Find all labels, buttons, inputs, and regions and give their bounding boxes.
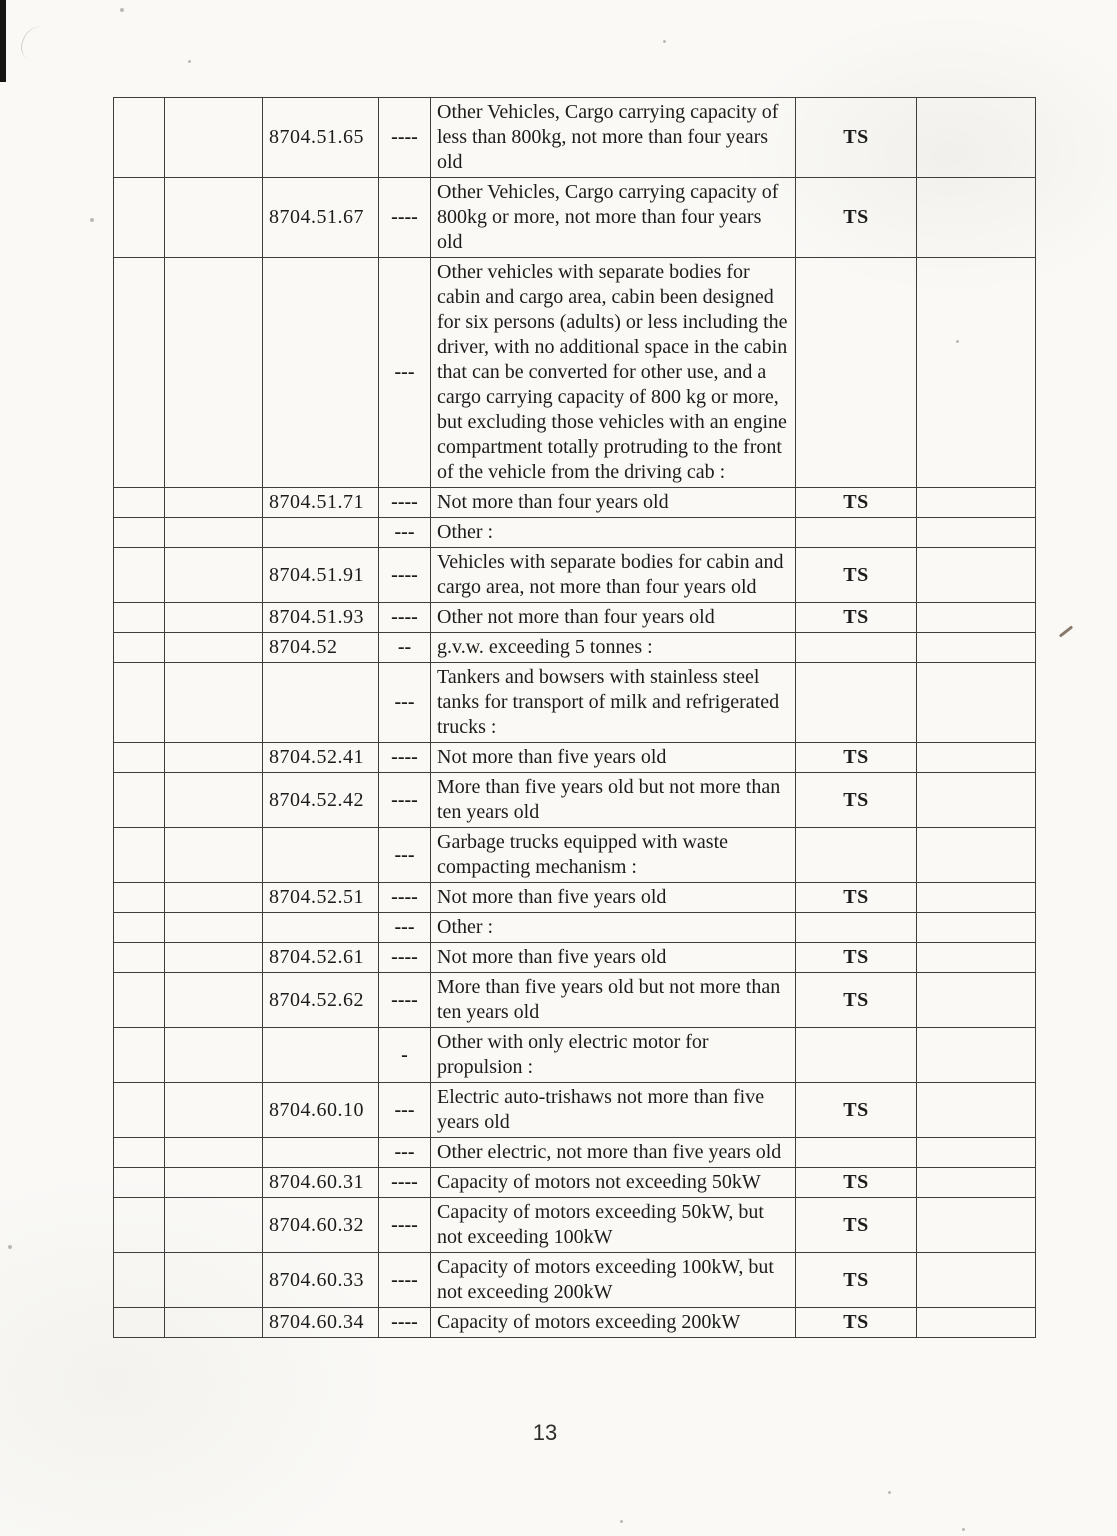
tariff-table [113,97,1036,1338]
blank-cell-right [917,603,1036,633]
blank-cell-left-1 [114,1168,165,1198]
hs-code-cell: 8704.60.31 [263,1168,379,1198]
tariff-table-row [114,98,1036,178]
duty-type-cell [796,828,917,883]
hs-code-cell: 8704.60.33 [263,1253,379,1308]
hs-code-cell [263,663,379,743]
hs-code-cell: 8704.52.51 [263,883,379,913]
blank-cell-right [917,1308,1036,1338]
scan-speck [8,1245,12,1249]
tariff-table-row [114,663,1036,743]
tariff-table-row [114,1028,1036,1083]
tariff-table-row [114,548,1036,603]
tariff-table-row [114,1253,1036,1308]
hierarchy-dashes-cell: --- [379,518,431,548]
hs-code-cell: 8704.60.10 [263,1083,379,1138]
description-cell: Not more than five years old [431,743,796,773]
duty-type-cell: TS [796,1083,917,1138]
description-cell: Other electric, not more than five years old [431,1138,796,1168]
tariff-table-row [114,773,1036,828]
hs-code-cell: 8704.52.42 [263,773,379,828]
blank-cell-left-2 [165,1198,263,1253]
blank-cell-left-1 [114,633,165,663]
blank-cell-left-2 [165,98,263,178]
blank-cell-left-2 [165,1168,263,1198]
description-cell: Other : [431,913,796,943]
tariff-table-row [114,828,1036,883]
blank-cell-right [917,178,1036,258]
blank-cell-right [917,913,1036,943]
duty-type-cell [796,518,917,548]
blank-cell-left-1 [114,943,165,973]
blank-cell-right [917,488,1036,518]
description-cell: Not more than four years old [431,488,796,518]
hierarchy-dashes-cell: ---- [379,1253,431,1308]
tariff-table-row [114,603,1036,633]
blank-cell-left-1 [114,488,165,518]
duty-type-cell: TS [796,548,917,603]
hs-code-cell: 8704.51.67 [263,178,379,258]
blank-cell-left-1 [114,603,165,633]
description-cell: Not more than five years old [431,883,796,913]
hierarchy-dashes-cell: ---- [379,773,431,828]
blank-cell-left-1 [114,1028,165,1083]
description-cell: More than five years old but not more than ten years old [431,773,796,828]
hs-code-cell: 8704.52.41 [263,743,379,773]
tariff-table-row [114,973,1036,1028]
scan-speck [663,40,666,43]
duty-type-cell [796,1028,917,1083]
duty-type-cell [796,1138,917,1168]
blank-cell-left-1 [114,258,165,488]
blank-cell-left-1 [114,1308,165,1338]
hierarchy-dashes-cell: ---- [379,1308,431,1338]
hierarchy-dashes-cell: --- [379,913,431,943]
duty-type-cell [796,663,917,743]
tariff-table-row [114,883,1036,913]
blank-cell-left-2 [165,663,263,743]
duty-type-cell: TS [796,973,917,1028]
blank-cell-left-2 [165,943,263,973]
blank-cell-right [917,1168,1036,1198]
blank-cell-left-2 [165,743,263,773]
blank-cell-right [917,883,1036,913]
scan-speck [962,1528,965,1531]
blank-cell-right [917,518,1036,548]
scan-speck [888,1491,891,1494]
description-cell: Garbage trucks equipped with waste compacting mechanism : [431,828,796,883]
hierarchy-dashes-cell: ---- [379,743,431,773]
scan-speck [120,8,124,12]
description-cell: Vehicles with separate bodies for cabin and cargo area, not more than four years old [431,548,796,603]
duty-type-cell: TS [796,488,917,518]
hs-code-cell: 8704.52.62 [263,973,379,1028]
tariff-table-row [114,518,1036,548]
tariff-table-row [114,743,1036,773]
blank-cell-right [917,1198,1036,1253]
hs-code-cell [263,1138,379,1168]
hierarchy-dashes-cell: --- [379,828,431,883]
tariff-table-row [114,1198,1036,1253]
blank-cell-left-2 [165,548,263,603]
blank-cell-left-2 [165,488,263,518]
blank-cell-right [917,1028,1036,1083]
blank-cell-left-2 [165,518,263,548]
blank-cell-right [917,1083,1036,1138]
scan-curve-artifact [18,23,52,63]
duty-type-cell: TS [796,743,917,773]
description-cell: Other Vehicles, Cargo carrying capacity of 800kg or more, not more than four years old [431,178,796,258]
hierarchy-dashes-cell: ---- [379,178,431,258]
hierarchy-dashes-cell: - [379,1028,431,1083]
tariff-table-row [114,1138,1036,1168]
blank-cell-left-1 [114,1138,165,1168]
description-cell: Other vehicles with separate bodies for cabin and cargo area, cabin been designed for six persons (adults) or less including the driver, with no additional space in the cabin that can be converted for other use, and a cargo carrying capacity of 800 kg or more, but excluding those vehicles with an engine compartment totally protruding to the front of the vehicle from the driving cab : [431,258,796,488]
tariff-table-row [114,1083,1036,1138]
blank-cell-left-1 [114,548,165,603]
tariff-table-row [114,1308,1036,1338]
blank-cell-left-1 [114,883,165,913]
hierarchy-dashes-cell: ---- [379,883,431,913]
hierarchy-dashes-cell: ---- [379,603,431,633]
blank-cell-right [917,973,1036,1028]
hierarchy-dashes-cell: ---- [379,943,431,973]
blank-cell-right [917,258,1036,488]
hierarchy-dashes-cell: -- [379,633,431,663]
hierarchy-dashes-cell: ---- [379,1168,431,1198]
description-cell: Capacity of motors exceeding 200kW [431,1308,796,1338]
hierarchy-dashes-cell: --- [379,258,431,488]
blank-cell-left-1 [114,178,165,258]
description-cell: Other : [431,518,796,548]
blank-cell-right [917,1253,1036,1308]
hs-code-cell: 8704.51.71 [263,488,379,518]
blank-cell-right [917,633,1036,663]
description-cell: Electric auto-trishaws not more than five years old [431,1083,796,1138]
hierarchy-dashes-cell: --- [379,1083,431,1138]
tariff-table-row [114,178,1036,258]
blank-cell-right [917,1138,1036,1168]
hs-code-cell: 8704.60.32 [263,1198,379,1253]
scan-edge-artifact [0,0,6,82]
blank-cell-right [917,943,1036,973]
duty-type-cell: TS [796,603,917,633]
blank-cell-right [917,828,1036,883]
hs-code-cell: 8704.51.91 [263,548,379,603]
hierarchy-dashes-cell: --- [379,663,431,743]
hs-code-cell [263,828,379,883]
hs-code-cell: 8704.51.65 [263,98,379,178]
duty-type-cell: TS [796,1168,917,1198]
blank-cell-left-2 [165,1028,263,1083]
hs-code-cell [263,258,379,488]
blank-cell-left-1 [114,773,165,828]
blank-cell-left-2 [165,258,263,488]
blank-cell-left-1 [114,973,165,1028]
blank-cell-left-1 [114,663,165,743]
description-cell: More than five years old but not more than ten years old [431,973,796,1028]
blank-cell-right [917,773,1036,828]
duty-type-cell: TS [796,178,917,258]
hs-code-cell: 8704.52 [263,633,379,663]
blank-cell-left-2 [165,973,263,1028]
duty-type-cell [796,913,917,943]
tariff-table-body [114,98,1036,1338]
page-number: 13 [532,1420,558,1445]
blank-cell-left-2 [165,1308,263,1338]
duty-type-cell: TS [796,883,917,913]
blank-cell-left-1 [114,743,165,773]
tariff-table-row [114,1168,1036,1198]
duty-type-cell [796,633,917,663]
blank-cell-left-2 [165,1253,263,1308]
hierarchy-dashes-cell: --- [379,1138,431,1168]
duty-type-cell: TS [796,1253,917,1308]
description-cell: Capacity of motors not exceeding 50kW [431,1168,796,1198]
pencil-mark-artifact [1059,625,1073,637]
hs-code-cell: 8704.52.61 [263,943,379,973]
blank-cell-left-2 [165,828,263,883]
blank-cell-left-1 [114,1253,165,1308]
tariff-table-row [114,258,1036,488]
scan-speck [90,218,94,222]
tariff-table-row [114,943,1036,973]
blank-cell-left-2 [165,603,263,633]
blank-cell-left-1 [114,913,165,943]
hierarchy-dashes-cell: ---- [379,548,431,603]
blank-cell-left-1 [114,828,165,883]
blank-cell-right [917,743,1036,773]
description-cell: Capacity of motors exceeding 100kW, but not exceeding 200kW [431,1253,796,1308]
blank-cell-left-2 [165,773,263,828]
description-cell: Other with only electric motor for propulsion : [431,1028,796,1083]
hierarchy-dashes-cell: ---- [379,488,431,518]
blank-cell-left-2 [165,913,263,943]
hierarchy-dashes-cell: ---- [379,1198,431,1253]
description-cell: Capacity of motors exceeding 50kW, but not exceeding 100kW [431,1198,796,1253]
blank-cell-left-2 [165,1083,263,1138]
scan-speck [188,60,191,63]
duty-type-cell: TS [796,943,917,973]
tariff-table-row [114,633,1036,663]
tariff-table-row [114,913,1036,943]
blank-cell-right [917,548,1036,603]
description-cell: Other not more than four years old [431,603,796,633]
blank-cell-left-2 [165,883,263,913]
blank-cell-left-2 [165,178,263,258]
blank-cell-left-1 [114,518,165,548]
description-cell: g.v.w. exceeding 5 tonnes : [431,633,796,663]
hs-code-cell: 8704.60.34 [263,1308,379,1338]
blank-cell-left-2 [165,633,263,663]
blank-cell-left-2 [165,1138,263,1168]
blank-cell-right [917,98,1036,178]
hierarchy-dashes-cell: ---- [379,98,431,178]
description-cell: Other Vehicles, Cargo carrying capacity of less than 800kg, not more than four years old [431,98,796,178]
duty-type-cell: TS [796,773,917,828]
duty-type-cell: TS [796,98,917,178]
blank-cell-left-1 [114,1083,165,1138]
hs-code-cell [263,913,379,943]
duty-type-cell: TS [796,1198,917,1253]
hs-code-cell [263,518,379,548]
hs-code-cell [263,1028,379,1083]
description-cell: Tankers and bowsers with stainless steel tanks for transport of milk and refrigerated trucks : [431,663,796,743]
hierarchy-dashes-cell: ---- [379,973,431,1028]
blank-cell-left-1 [114,1198,165,1253]
blank-cell-right [917,663,1036,743]
scan-speck [620,1520,623,1523]
description-cell: Not more than five years old [431,943,796,973]
blank-cell-left-1 [114,98,165,178]
hs-code-cell: 8704.51.93 [263,603,379,633]
tariff-table-row [114,488,1036,518]
duty-type-cell [796,258,917,488]
duty-type-cell: TS [796,1308,917,1338]
